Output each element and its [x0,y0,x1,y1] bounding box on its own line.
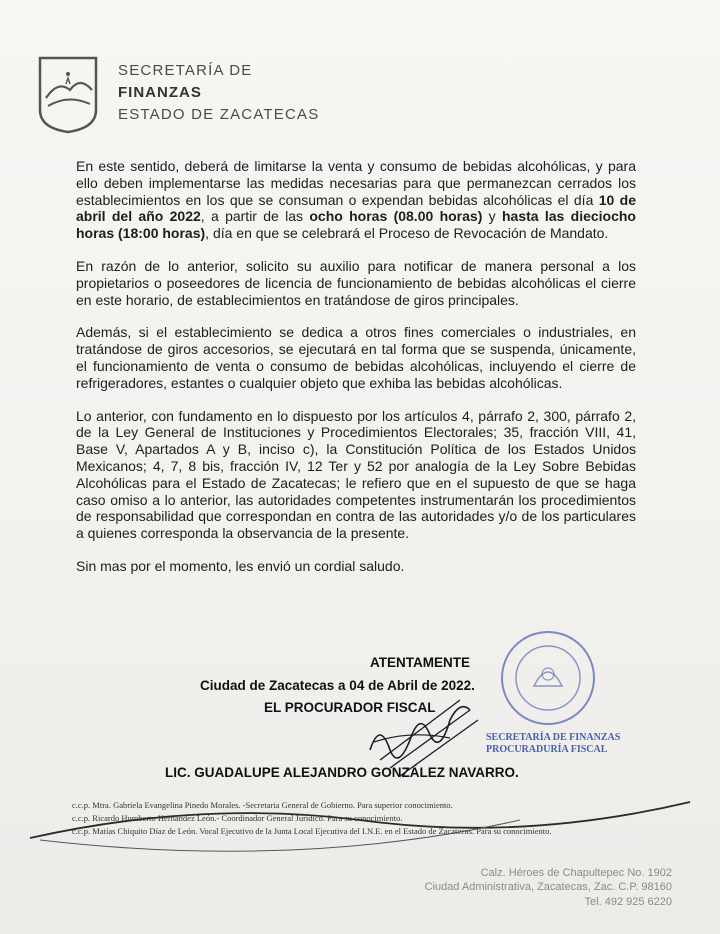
ccp-line-2: c.c.p. Ricardo Humberto Hernández León.- Coordinador General Jurídico. Para su conocimiento. [72,813,403,823]
paragraph-1 [76,158,636,242]
closing-title: EL PROCURADOR FISCAL [264,700,436,715]
address-line-1: Calz. Héroes de Chapultepec No. 1902 [480,867,672,879]
paragraph-5: Sin mas por el momento, les envió un cordial saludo. [76,557,405,574]
closing-atentamente: ATENTAMENTE [370,655,470,670]
stamp-line-2: PROCURADURÍA FISCAL [486,744,608,755]
address-phone: Tel. 492 925 6220 [584,896,672,908]
stamp-line-1: SECRETARÍA DE FINANZAS [486,732,621,743]
p1-end-time: hasta las dieciocho horas (18:00 horas) [76,208,636,242]
p1-start-time: ocho horas (08.00 horas) [309,208,483,225]
p1-text-e: y [482,208,502,225]
address-line-2: Ciudad Administrativa, Zacatecas, Zac. C.P. 98160 [424,881,672,893]
stamp-text [486,732,620,756]
letter-body [76,158,636,591]
zacatecas-finanzas-logo-icon [36,54,100,134]
p1-text-g: , día en que se celebrará el Proceso de Revocación de Mandato. [205,225,609,242]
letterhead-line-3: ESTADO DE ZACATECAS [118,106,320,123]
p1-date: 10 de abril del año 2022 [76,191,636,225]
paragraph-4: Lo anterior, con fundamento en lo dispuesto por los artículos 4, párrafo 2, 300, párrafo 2, de la Ley General de Instituciones y Procedimientos Electorales; 35, fracción VIII, 41, Base V, Apartados A y B, inciso c), la Constitución Política de los Estados Unidos Mexicanos; 4, 7, 8 bis, fracción IV, 12 Ter y 52 por analogía de la Ley Sobre Bebidas Alcohólicas para el Estado de Zacatecas; le refiero que en el supuesto de que se haga caso omiso a lo anterior, las autoridades competentes instrumentarán los procedimientos de responsabilidad que correspondan en contra de las autoridades y/o de los particulares a quienes corresponda la observancia de la presente. [76,407,636,542]
letterhead-line-2: FINANZAS [118,84,202,101]
p1-text-a: En este sentido, deberá de limitarse la venta y consumo de bebidas alcohólicas, y para ello deben implementarse las medidas necesarias para que permanezcan cerrados los establecimientos en los que se consuman o expendan bebidas alcohólicas el día [76,158,636,208]
handwritten-signature-icon [350,680,490,790]
ccp-line-1: c.c.p. Mtra. Gabriela Evangelina Pinedo Morales. -Secretaria General de Gobierno. Para superior conocimiento. [72,800,453,810]
p1-text-c: , a partir de las [200,208,310,225]
letterhead-text [118,60,319,126]
closing-city-date: Ciudad de Zacatecas a 04 de Abril de 2022. [200,678,475,693]
official-seal-icon [498,628,598,728]
paragraph-3: Además, si el establecimiento se dedica a otros fines comerciales o industriales, en tratándose de giros accesorios, se ejecutará en tal forma que se suspenda, únicamente, el funcionamiento de venta o consumo de bebidas alcohólicas, incluyendo el cierre de refrigeradores, estantes o cualquier objeto que exhiba las bebidas alcohólicas. [76,324,636,391]
paragraph-2: En razón de lo anterior, solicito su auxilio para notificar de manera personal a los propietarios o poseedores de licencia de funcionamiento de bebidas alcohólicas el cierre en este horario, de establecimientos en tratándose de giros principales. [76,257,636,308]
letterhead-line-1: SECRETARÍA DE [118,62,253,79]
signer-name: LIC. GUADALUPE ALEJANDRO GONZÁLEZ NAVARRO. [165,765,519,780]
ccp-line-3: c.c.p. Matías Chiquito Díaz de León. Vocal Ejecutivo de la Junta Local Ejecutiva del I.N.E. en el Estado de Zacatecas. Para su conocimiento. [72,826,552,836]
